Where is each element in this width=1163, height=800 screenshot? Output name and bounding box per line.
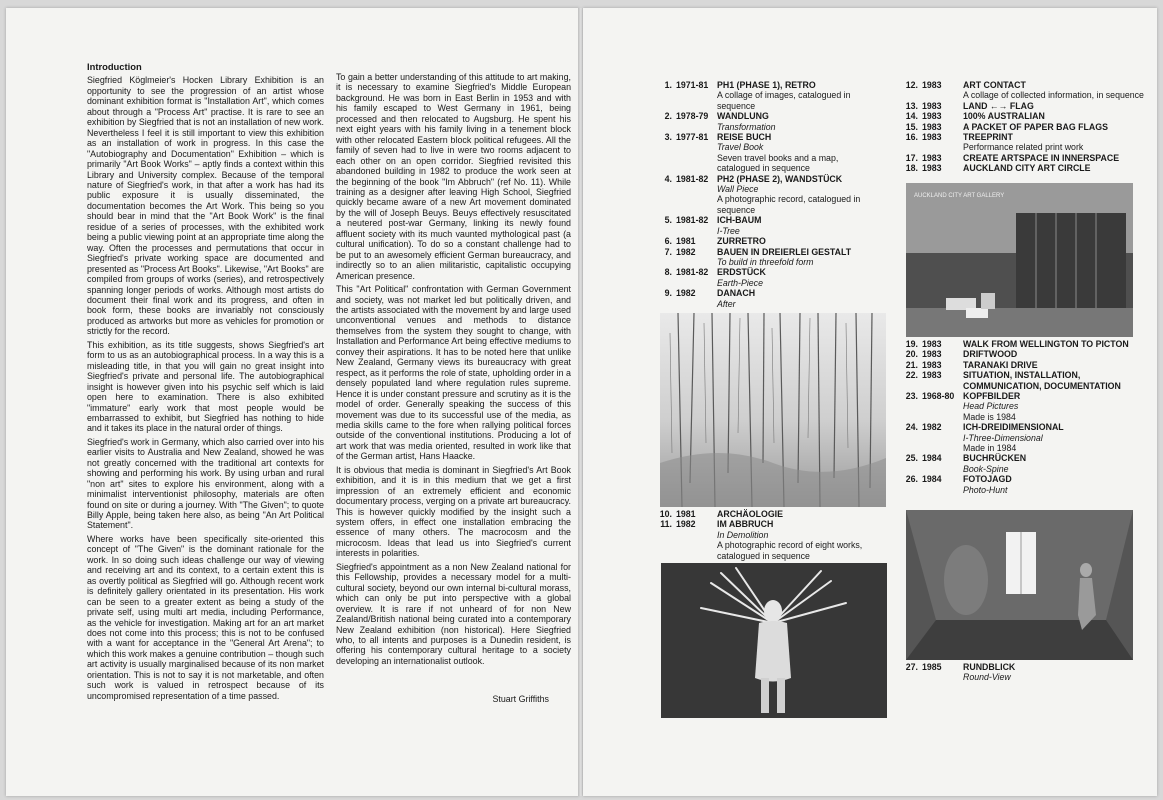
work-body [963, 111, 1152, 121]
work-year: 1981-82 [676, 173, 709, 184]
essay-paragraph: This "Art Political" confrontation with German Government and society, was not market led but politically driven, and the artists associated with the movement by and large used unconventional venues and methods to distance themselves from the system they sought to change, with Installation and Performance Art being effective mediums to convey their aspirations. It has to be noted here that unlike New Zealand, Germany views its bureaucracy with great respect, as it performs the role of state, upholding order in a densely populated land where regulation rules supreme. Hence it is under constant pressure and scrutiny as it is the model of order. Generally speaking the success of this movement was due to its successful use of the media, as media skills came to the fore when rallying political forces outside of the conventional institutions. Producing a lot of art work that was media oriented, resulted in work like that of the German artist, Hans Haacke. [336, 284, 571, 462]
work-translation: I-Tree [717, 225, 740, 236]
work-entry [656, 132, 881, 174]
work-title: 100% AUSTRALIAN [963, 111, 1045, 122]
work-body [717, 80, 881, 111]
work-title: CREATE ARTSPACE IN INNERSPACE [963, 152, 1120, 163]
work-translation: Head Pictures [963, 401, 1019, 412]
work-number: 7. [664, 246, 672, 257]
work-number: 3. [664, 132, 672, 143]
work-year: 1982 [676, 288, 696, 299]
work-body [717, 132, 881, 174]
work-entry [902, 339, 1152, 349]
work-entry [902, 349, 1152, 359]
work-body [717, 174, 881, 216]
work-number: 19. [905, 339, 918, 349]
work-year: 1983 [922, 339, 942, 349]
work-title: ICH-DREIDIMENSIONAL [963, 422, 1064, 433]
work-entry [902, 391, 1152, 422]
work-title: AUCKLAND CITY ART CIRCLE [963, 163, 1091, 174]
work-entry [902, 163, 1152, 173]
work-body [963, 339, 1152, 349]
work-year: 1984 [922, 453, 942, 464]
work-entry [656, 215, 881, 236]
work-year: 1983 [922, 111, 942, 122]
work-year: 1984 [922, 474, 942, 485]
work-title: RUNDBLICK [963, 662, 1016, 672]
work-number: 27. [905, 662, 918, 672]
works-list-10-11 [656, 509, 896, 561]
work-number: 26. [905, 474, 918, 485]
work-number: 14. [905, 111, 918, 122]
work-year: 1983 [922, 80, 942, 90]
work-year: 1971-81 [676, 80, 709, 90]
work-body [963, 163, 1152, 173]
work-number: 18. [905, 163, 918, 174]
work-translation: Photo-Hunt [963, 484, 1008, 495]
work-number: 24. [905, 422, 918, 433]
work-title: ICH-BAUM [717, 215, 762, 226]
work-year: 1983 [922, 349, 942, 360]
work-description: Performance related print work [963, 142, 1084, 153]
works-list-27 [902, 662, 1152, 683]
work-title: PH1 (PHASE 1), RETRO [717, 80, 816, 90]
work-translation: Travel Book [717, 142, 764, 153]
work-entry [656, 267, 881, 288]
gallery-image [906, 183, 1133, 337]
photo-gallery-entrance [906, 183, 1133, 337]
work-translation: To build in threefold form [717, 256, 814, 267]
forest-image [660, 313, 886, 507]
work-title: WALK FROM WELLINGTON TO PICTON [963, 339, 1129, 349]
work-entry [656, 509, 896, 519]
work-title: PH2 (PHASE 2), WANDSTÜCK [717, 173, 843, 184]
essay-column-2 [336, 72, 571, 708]
work-description: A collage of images, catalogued in sequence [717, 90, 851, 111]
work-body [717, 111, 881, 132]
work-body [717, 288, 881, 309]
work-number: 15. [905, 121, 918, 132]
work-entry [902, 360, 1152, 370]
work-entry [902, 370, 1152, 391]
work-body [963, 474, 1152, 495]
work-body [963, 132, 1152, 153]
work-number: 11. [660, 519, 672, 530]
work-number: 5. [664, 215, 672, 226]
work-year: 1982 [676, 519, 696, 530]
work-body [963, 360, 1152, 370]
work-entry [656, 80, 881, 111]
work-title: DRIFTWOOD [963, 349, 1018, 360]
work-body [963, 349, 1152, 359]
work-entry [656, 174, 881, 216]
work-body [963, 153, 1152, 163]
work-year: 1977-81 [676, 132, 709, 143]
work-title: KOPFBILDER [963, 391, 1021, 402]
work-entry [902, 474, 1152, 495]
work-year: 1983 [922, 121, 942, 132]
work-title: BAUEN IN DREIERLEI GESTALT [717, 246, 852, 257]
work-year: 1983 [922, 152, 942, 163]
work-body [963, 80, 1152, 101]
work-title: TARANAKI DRIVE [963, 359, 1038, 370]
work-number: 21. [905, 359, 918, 370]
work-translation: Wall Piece [717, 184, 759, 195]
work-entry [902, 153, 1152, 163]
work-translation: Book-Spine [963, 463, 1009, 474]
figure-image [661, 563, 887, 718]
work-number: 8. [664, 267, 672, 278]
work-body [963, 422, 1152, 453]
work-title: A PACKET OF PAPER BAG FLAGS [963, 121, 1108, 132]
work-translation: In Demolition [717, 529, 769, 540]
work-body [717, 236, 881, 246]
essay-paragraph: Siegfried's appointment as a non New Zealand national for this Fellowship, provides a necessary model for a multi-cultural society, beyond our own internal bi-cultural morass, which can only be put into perspective with a global overview. It is rare if not unheard of for non New Zealand/British national being curated into a contemporary New Zealand exhibition (non historical). Here Siegfried who, to all intents and purposes is a Dunedin resident, is offering his contemporary cultural heritage to a society developing an internationalist outlook. [336, 561, 571, 666]
works-list-19-26 [902, 339, 1152, 495]
work-number: 2. [664, 111, 672, 122]
works-list-1-9 [656, 80, 881, 309]
work-number: 23. [905, 391, 918, 402]
work-entry [902, 662, 1152, 683]
work-body [717, 267, 881, 288]
work-body [963, 122, 1152, 132]
gallery-sign-text: AUCKLAND CITY ART GALLERY [914, 193, 1005, 199]
work-title: ZURRETRO [717, 236, 766, 247]
work-translation: After [717, 298, 736, 309]
work-translation: Transformation [717, 121, 776, 132]
work-translation: Earth-Piece [717, 277, 763, 288]
work-year: 1983 [922, 132, 942, 143]
essay-paragraph: This exhibition, as its title suggests, shows Siegfried's art form to us as an autobiographical process. In a way this is a misleading title, in that you will gain no great insight into Siegfried's private and personal life. The autobiographical insight is however given into his psychic self which is laid open here to examination. There is also exhibited "immature" early work that most people would be embarrassed to exhibit, but Siegfried has nothing to hide and it takes its place in the natural order of things. [87, 339, 324, 434]
work-year: 1968-80 [922, 391, 955, 402]
work-body [963, 391, 1152, 422]
work-title: LAND ←→ FLAG [963, 100, 1034, 111]
work-entry [656, 519, 896, 561]
work-entry [902, 101, 1152, 111]
essay-paragraph: It is obvious that media is dominant in Siegfried's Art Book exhibition, and it is in this medium that we get a first impression of an extremely efficient and economic documentary process, verging on a private art bureaucracy. This is however quickly modified by the insight such a system offers, in effect one installation embracing the essence of many others. The macrocosm and the microcosm. Ideas that lead us into Siegfried's current interests in polarities. [336, 464, 571, 559]
work-body [963, 453, 1152, 474]
photo-room-window [906, 510, 1133, 660]
work-body [717, 247, 881, 268]
essay-paragraph: Siegfried Köglmeier's Hocken Library Exhibition is an opportunity to see the progression of an artist whose dominant exhibition format is "Installation Art", which comes about through a "Process Art" practise. It is rare to see an exhibition by Siegfried that is not an installation of new work. Nevertheless I feel it is still important to view this exhibition as an installation of work in progress. In this case the "Autobiography and Documentation" Exhibition – which is primarily "Art Book Works" – aptly finds a context within this Library and University complex. Because of the temporal nature of Siegfried's work, in that after a work has had its public exposure it is usually disseminated, the documentation becomes the Art Work. This being so you should bear in mind that the "Art Book Work" is the final residue of a series of processes, with the exhibited work being a public viewing point at an appropriate time along the way. Often the processes and permutations that occur in Siegfried's private working space are documented and presented as "Process Art Books". Likewise, "Art Books" are compiled from groups of works (series), and retrospectively spanning longer periods of works. Although most artists do document their final work and its progress, and often in book form, these books are invariably not consciously produced as artworks but more as vehicles for promotion or strictly for the record. [87, 75, 324, 337]
work-number: 13. [905, 100, 918, 111]
essay-heading: Introduction [87, 61, 142, 72]
photo-white-figure [661, 563, 887, 718]
work-number: 1. [664, 80, 672, 90]
work-description: A collage of collected information, in sequence [963, 90, 1144, 101]
work-number: 12. [905, 80, 918, 90]
work-number: 9. [664, 288, 672, 299]
work-title: BUCHRÜCKEN [963, 453, 1027, 464]
room-image [906, 510, 1133, 660]
work-year: 1983 [922, 359, 942, 370]
work-year: 1983 [922, 163, 942, 174]
work-number: 22. [905, 370, 918, 381]
work-year: 1981-82 [676, 215, 709, 226]
work-year: 1981-82 [676, 267, 709, 278]
essay-paragraph: To gain a better understanding of this attitude to art making, it is necessary to examine Siegfried's Middle European background. He was born in East Berlin in 1953 and with his family escaped to West Germany in 1961, being processed and then relocated to Augsburg. He spent his next eight years with his family living in a tenement block with other relocated Eastern block political refugees. All the family of seven had to live in were two rooms adjacent to each other on an open corridor. Siegfried revisited this abandoned building in 1982 to produce the work seen at the beginning of the book "Im Abbruch" (ref No. 11). While training as a designer after leaving High School, Siegfried quickly became aware of a new Art movement dominated by the will of Joseph Beuys. Beuys effectively resuscitated a neutered post-war Germany, linking its newly found affluent society with its much vaunted mythological past (a cultural unification). To do so a constant challenge had to be put to an awesomely efficient German bureaucracy, and indirectly so to an alien militaristic, capitalistic occupying American presence. [336, 72, 571, 281]
essay-author: Stuart Griffiths [492, 694, 549, 705]
work-body [963, 370, 1152, 391]
work-number: 16. [905, 132, 918, 143]
work-translation: Round-View [963, 672, 1011, 683]
work-number: 4. [664, 173, 672, 184]
work-entry [902, 422, 1152, 453]
work-year: 1982 [922, 422, 942, 433]
work-year: 1981 [676, 509, 696, 519]
work-title: DANACH [717, 288, 756, 299]
work-title: ERDSTÜCK [717, 267, 766, 278]
work-year: 1981 [676, 236, 696, 247]
work-number: 6. [664, 236, 672, 247]
work-title: ART CONTACT [963, 80, 1026, 90]
work-title: TREEPRINT [963, 132, 1013, 143]
works-list-12-18 [902, 80, 1152, 174]
work-title: IM ABBRUCH [717, 519, 774, 530]
work-entry [656, 236, 881, 246]
work-entry [902, 80, 1152, 101]
photo-forest [660, 313, 886, 507]
work-description: Seven travel books and a map, catalogued in sequence [717, 152, 839, 174]
work-body [717, 519, 896, 561]
work-entry [656, 247, 881, 268]
work-number: 17. [905, 152, 918, 163]
work-year: 1982 [676, 246, 696, 257]
work-body [717, 215, 881, 236]
work-title: FOTOJAGD [963, 474, 1012, 485]
work-description: Made is 1984 [963, 411, 1016, 422]
work-description: Made in 1984 [963, 443, 1017, 454]
essay-paragraph: Siegfried's work in Germany, which also carried over into his earlier visits to Australia and New Zealand, showed he was not greatly concerned with the traditional art contexts for showing and performing his work. By using urban and rural "non art" sites to explore his environment, along with a minimalist interventionist philosophy, materials are often found on site or during a journey. With "The Given"; to quote Billy Apple, being taken here also, as being "An Art Political Statement". [87, 436, 324, 531]
work-entry [902, 111, 1152, 121]
work-description: A photographic record, catalogued in sequence [717, 194, 861, 215]
work-description: A photographic record of eight works, catalogued in sequence [717, 540, 863, 561]
work-number: 25. [905, 453, 918, 464]
work-entry [902, 122, 1152, 132]
work-number: 10. [659, 509, 672, 519]
essay-column-1 [87, 62, 324, 704]
work-body [963, 662, 1152, 683]
work-entry [656, 288, 881, 309]
work-year: 1983 [922, 370, 942, 381]
work-title: REISE BUCH [717, 132, 772, 143]
work-year: 1983 [922, 100, 942, 111]
work-entry [902, 453, 1152, 474]
work-year: 1978-79 [676, 111, 709, 122]
work-entry [902, 132, 1152, 153]
work-entry [656, 111, 881, 132]
work-title: SITUATION, INSTALLATION, COMMUNICATION, DOCUMENTATION [963, 370, 1121, 391]
work-number: 20. [905, 349, 918, 360]
work-translation: I-Three-Dimensional [963, 432, 1043, 443]
work-body [717, 509, 896, 519]
essay-paragraph: Where works have been specifically site-oriented this concept of "The Given" is the dominant rationale for the work. In so doing such ideas challenge our way of viewing and receiving art and its context, to a certain extent this is as overtly political as Siegfried will go. Although recent work is definitely gallery orientated in its presentation. His work can be seen to a greater extent as being a study of the private self, using multi art media, including Performance, as the vehicle for investigation. Making art for an art market does not come into this process; this is not to be confused with a want for acceptance in the "General Art Arena"; to which this work makes a genuine contribution – though such art activity is usually marginalised because of its non market orientation. This is not to say it is not marketable, and often such work is valued in retrospect because of its uncompromised representation of a time passed. [87, 533, 324, 701]
work-year: 1985 [922, 662, 942, 672]
work-title: WANDLUNG [717, 111, 769, 122]
work-body [963, 101, 1152, 111]
work-title: ARCHÄOLOGIE [717, 509, 783, 519]
